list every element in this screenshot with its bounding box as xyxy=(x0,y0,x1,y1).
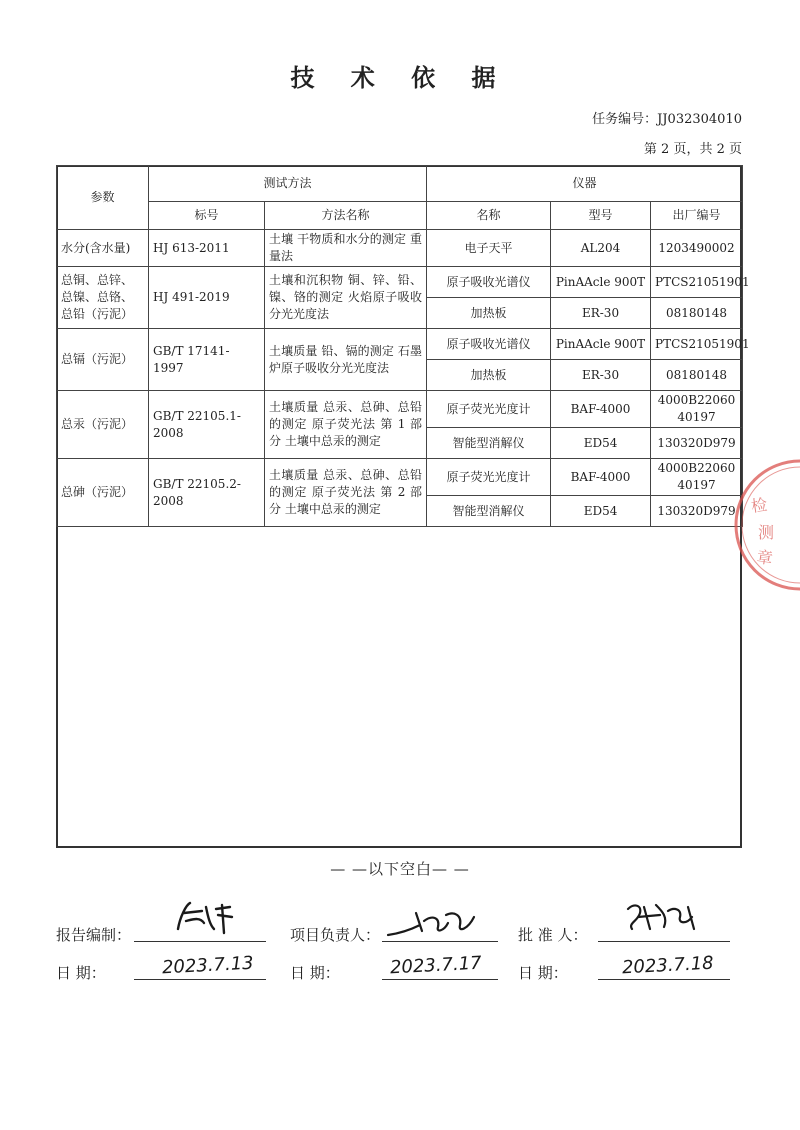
compiler-date-label: 日 期： xyxy=(56,964,106,982)
model-cell: ER-30 xyxy=(551,360,651,391)
header-method-name: 方法名称 xyxy=(265,202,427,230)
task-number: 任务编号：JJ032304010 xyxy=(592,112,742,127)
table-header-row xyxy=(57,166,743,202)
table-row xyxy=(57,329,743,360)
std-cell: HJ 491-2019 xyxy=(149,267,265,329)
param-cell: 水分(含水量) xyxy=(57,230,149,267)
company-seal xyxy=(722,450,800,600)
param-cell: 总汞（污泥） xyxy=(57,391,149,459)
serial-cell: 08180148 xyxy=(651,298,743,329)
blank-below-note: — —以下空白— — xyxy=(330,860,470,878)
method-cell: 土壤质量 总汞、总砷、总铅的测定 原子荧光法 第 1 部分 土壤中总汞的测定 xyxy=(265,391,427,459)
approver-label: 批 准 人： xyxy=(518,926,588,944)
approver-date-label: 日 期： xyxy=(518,964,568,982)
serial-cell: 130320D979 xyxy=(651,428,743,459)
std-cell: HJ 613-2011 xyxy=(149,230,265,267)
serial-cell: 08180148 xyxy=(651,360,743,391)
manager-signature xyxy=(382,903,498,939)
model-cell: PinAAcle 900T xyxy=(551,329,651,360)
model-cell: PinAAcle 900T xyxy=(551,267,651,298)
approver-date-line xyxy=(598,951,730,980)
table-row xyxy=(57,459,743,496)
table-row xyxy=(57,230,743,267)
inst-name-cell: 原子吸收光谱仪 xyxy=(427,267,551,298)
table-row xyxy=(57,391,743,428)
model-cell: BAF-4000 xyxy=(551,459,651,496)
model-cell: ER-30 xyxy=(551,298,651,329)
param-cell: 总砷（污泥） xyxy=(57,459,149,527)
inst-name-cell: 加热板 xyxy=(427,360,551,391)
manager-label: 项目负责人： xyxy=(290,926,381,944)
approver-date: 2023.7.18 xyxy=(621,952,715,979)
param-cell: 总铜、总锌、总镍、总铬、总铅（污泥） xyxy=(57,267,149,329)
header-method-group: 测试方法 xyxy=(149,166,427,202)
manager-date-line xyxy=(382,951,498,980)
svg-text:测: 测 xyxy=(758,523,775,542)
serial-cell: 4000B2206040197 xyxy=(651,459,743,496)
inst-name-cell: 加热板 xyxy=(427,298,551,329)
inst-name-cell: 智能型消解仪 xyxy=(427,496,551,527)
model-cell: AL204 xyxy=(551,230,651,267)
approver-signature-line xyxy=(598,913,730,942)
inst-name-cell: 智能型消解仪 xyxy=(427,428,551,459)
method-cell: 土壤 干物质和水分的测定 重量法 xyxy=(265,230,427,267)
compiler-signature-line xyxy=(134,913,266,942)
serial-cell: PTCS21051901 xyxy=(651,329,743,360)
inst-name-cell: 原子荧光光度计 xyxy=(427,459,551,496)
header-serial: 出厂编号 xyxy=(651,202,743,230)
technical-basis-table xyxy=(56,165,750,527)
std-cell: GB/T 22105.2-2008 xyxy=(149,459,265,527)
manager-date: 2023.7.17 xyxy=(389,952,483,979)
inst-name-cell: 原子吸收光谱仪 xyxy=(427,329,551,360)
manager-signature-line xyxy=(382,913,498,942)
manager-date-label: 日 期： xyxy=(290,964,340,982)
model-cell: ED54 xyxy=(551,428,651,459)
serial-cell: 4000B2206040197 xyxy=(651,391,743,428)
header-param: 参数 xyxy=(57,166,149,230)
table-subheader-row xyxy=(57,202,743,230)
document-title: 技 术 依 据 xyxy=(290,63,510,92)
svg-text:检: 检 xyxy=(749,494,769,516)
model-cell: BAF-4000 xyxy=(551,391,651,428)
page-info: 第 2 页，共 2 页 xyxy=(643,142,742,157)
header-instrument-group: 仪器 xyxy=(427,166,743,202)
compiler-signature xyxy=(134,899,266,935)
inst-name-cell: 原子荧光光度计 xyxy=(427,391,551,428)
compiler-date: 2023.7.13 xyxy=(161,952,255,979)
header-model: 型号 xyxy=(551,202,651,230)
table-row xyxy=(57,267,743,298)
serial-cell: 1203490002 xyxy=(651,230,743,267)
inst-name-cell: 电子天平 xyxy=(427,230,551,267)
std-cell: GB/T 17141-1997 xyxy=(149,329,265,391)
param-cell: 总镉（污泥） xyxy=(57,329,149,391)
method-cell: 土壤质量 铅、镉的测定 石墨炉原子吸收分光光度法 xyxy=(265,329,427,391)
serial-cell: 130320D979 xyxy=(651,496,743,527)
header-inst-name: 名称 xyxy=(427,202,551,230)
compiler-label: 报告编制： xyxy=(56,926,132,944)
method-cell: 土壤质量 总汞、总砷、总铅的测定 原子荧光法 第 2 部分 土壤中总汞的测定 xyxy=(265,459,427,527)
std-cell: GB/T 22105.1-2008 xyxy=(149,391,265,459)
method-cell: 土壤和沉积物 铜、锌、铅、镍、铬的测定 火焰原子吸收分光光度法 xyxy=(265,267,427,329)
compiler-date-line xyxy=(134,951,266,980)
serial-cell: PTCS21051901 xyxy=(651,267,743,298)
svg-text:章: 章 xyxy=(755,547,774,569)
header-std-no: 标号 xyxy=(149,202,265,230)
approver-signature xyxy=(598,899,730,935)
model-cell: ED54 xyxy=(551,496,651,527)
